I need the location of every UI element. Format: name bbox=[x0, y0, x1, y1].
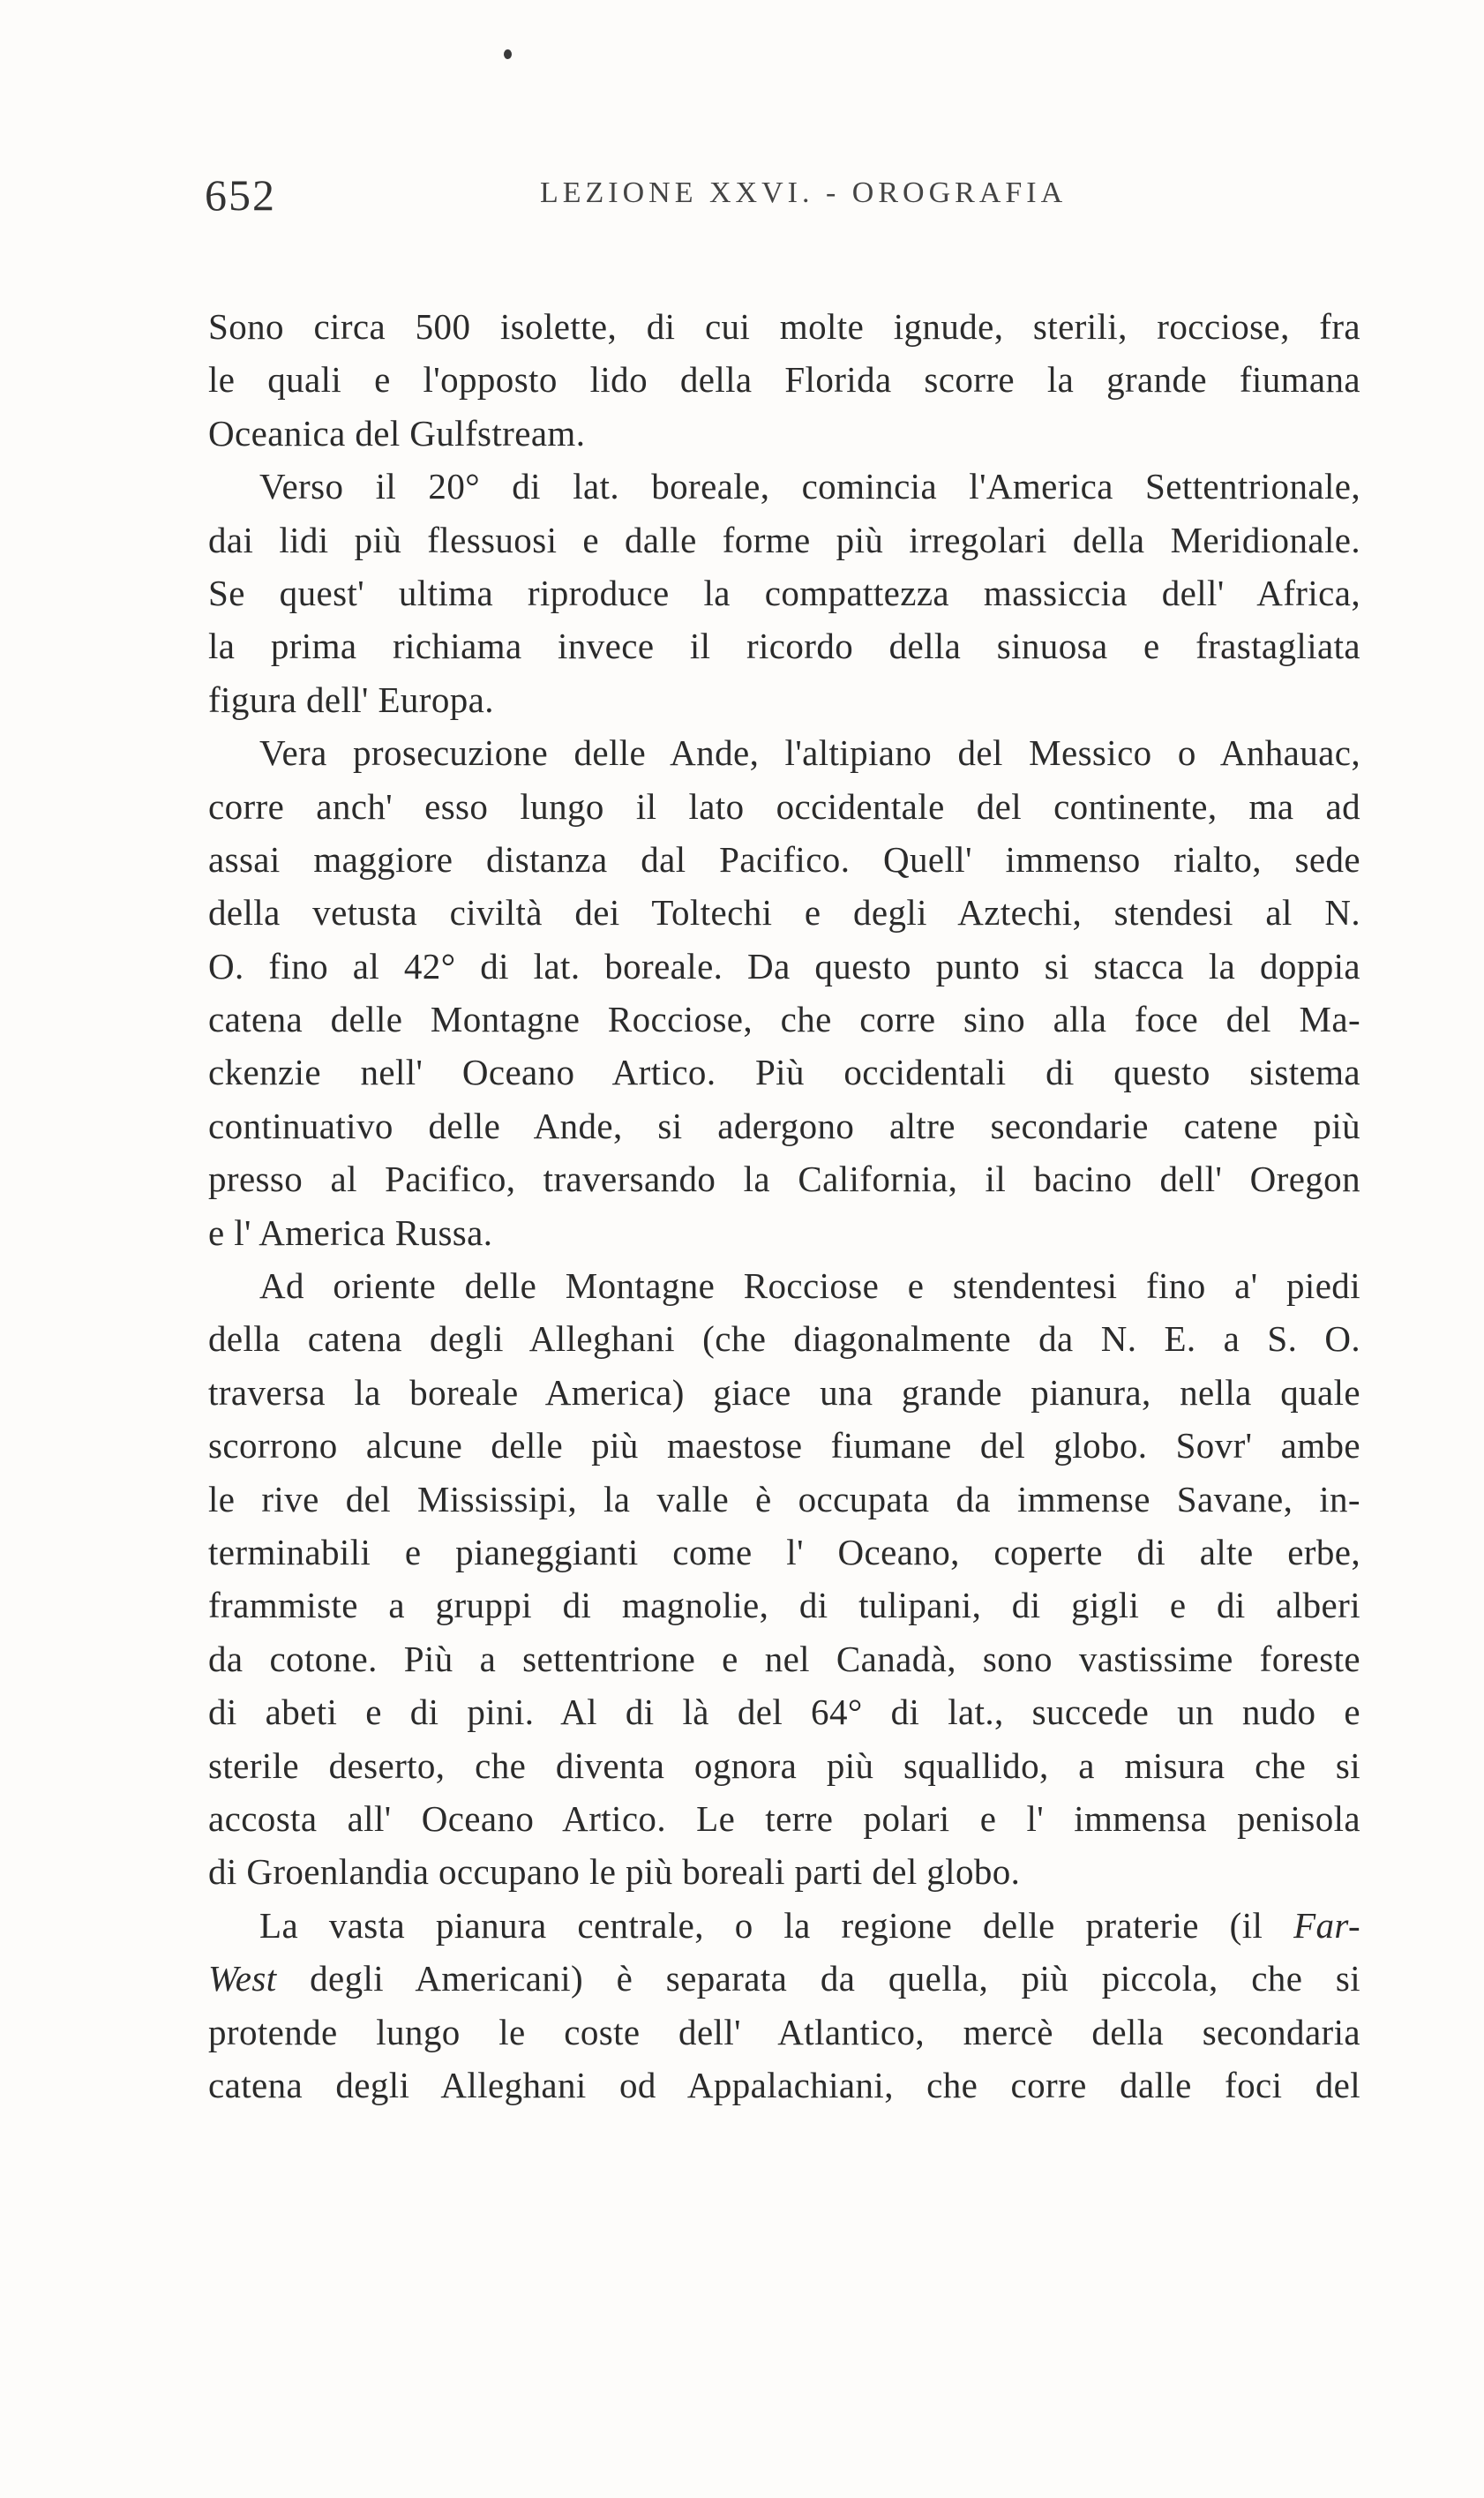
text-line: assai maggiore distanza dal Pacifico. Quell' immenso rialto, sede bbox=[208, 838, 1360, 880]
text-line: e l' America Russa. bbox=[208, 1211, 493, 1253]
text-line: Sono circa 500 isolette, di cui molte ignude, sterili, rocciose, fra bbox=[208, 306, 1360, 347]
text-line: della catena degli Alleghani (che diagonalmente da N. E. a S. O. bbox=[208, 1318, 1360, 1360]
text-line: catena delle Montagne Rocciose, che corre sino alla foce del Ma- bbox=[208, 999, 1360, 1040]
text-line bbox=[208, 1899, 1360, 1952]
text-line: Oceanica del Gulfstream. bbox=[208, 412, 586, 454]
page-number: 652 bbox=[205, 170, 276, 220]
running-head bbox=[205, 169, 1360, 222]
text-line: frammiste a gruppi di magnolie, di tulipani, di gigli e di alberi bbox=[208, 1585, 1360, 1626]
text-line: le rive del Mississipi, la valle è occupata da immense Savane, in- bbox=[208, 1478, 1360, 1519]
text-line: Ad oriente delle Montagne Rocciose e stendentesi fino a' piedi bbox=[259, 1265, 1360, 1307]
text-line: traversa la boreale America) giace una grande pianura, nella quale bbox=[208, 1371, 1360, 1413]
text-line: sterile deserto, che diventa ognora più squallido, a misura che si bbox=[208, 1744, 1360, 1786]
text-line: presso al Pacifico, traversando la California, il bacino dell' Oregon bbox=[208, 1159, 1360, 1200]
running-title: LEZIONE XXVI. - OROGRAFIA bbox=[540, 176, 1068, 209]
italic-term: Far- bbox=[1293, 1904, 1360, 1946]
text-line: O. fino al 42° di lat. boreale. Da questo punto si stacca la doppia bbox=[208, 945, 1360, 986]
text-line: le quali e l'opposto lido della Florida scorre la grande fiumana bbox=[208, 359, 1360, 401]
text-line: della vetusta civiltà dei Toltechi e degli Aztechi, stendesi al N. bbox=[208, 892, 1360, 934]
text-line bbox=[208, 1952, 1360, 2005]
text-line: terminabili e pianeggianti come l' Oceano, coperte di alte erbe, bbox=[208, 1531, 1360, 1572]
text-run: La vasta pianura centrale, o la regione delle praterie (il bbox=[259, 1904, 1263, 1946]
printing-speck bbox=[504, 49, 512, 59]
text-line: accosta all' Oceano Artico. Le terre polari e l' immensa penisola bbox=[208, 1797, 1360, 1839]
text-line: ckenzie nell' Oceano Artico. Più occidentali di questo sistema bbox=[208, 1052, 1360, 1093]
text-line: Vera prosecuzione delle Ande, l'altipiano del Messico o Anhauac, bbox=[259, 732, 1360, 774]
text-line: protende lungo le coste dell' Atlantico, mercè della secondaria bbox=[208, 2011, 1360, 2052]
text-line: da cotone. Più a settentrione e nel Canadà, sono vastissime foreste bbox=[208, 1638, 1360, 1679]
text-line: Verso il 20° di lat. boreale, comincia l'America Settentrionale, bbox=[259, 466, 1360, 507]
text-line: catena degli Alleghani od Appalachiani, che corre dalle foci del bbox=[208, 2064, 1360, 2105]
text-line: figura dell' Europa. bbox=[208, 679, 494, 720]
text-line: di abeti e di pini. Al di là del 64° di lat., succede un nudo e bbox=[208, 1692, 1360, 1733]
italic-term: West bbox=[208, 1958, 277, 1999]
text-line: la prima richiama invece il ricordo della sinuosa e frastagliata bbox=[208, 626, 1360, 667]
text-line: Se quest' ultima riproduce la compattezza massiccia dell' Africa, bbox=[208, 572, 1360, 613]
text-line: scorrono alcune delle più maestose fiumane del globo. Sovr' ambe bbox=[208, 1425, 1360, 1467]
text-line: dai lidi più flessuosi e dalle forme più irregolari della Meridionale. bbox=[208, 519, 1360, 560]
text-run: degli Americani) è separata da quella, più piccola, che si bbox=[310, 1958, 1360, 1999]
text-line: continuativo delle Ande, si adergono altre secondarie catene più bbox=[208, 1105, 1360, 1146]
text-line: corre anch' esso lungo il lato occidentale del continente, ma ad bbox=[208, 785, 1360, 827]
text-line: di Groenlandia occupano le più boreali parti del globo. bbox=[208, 1851, 1021, 1893]
body-text bbox=[208, 300, 1360, 2112]
